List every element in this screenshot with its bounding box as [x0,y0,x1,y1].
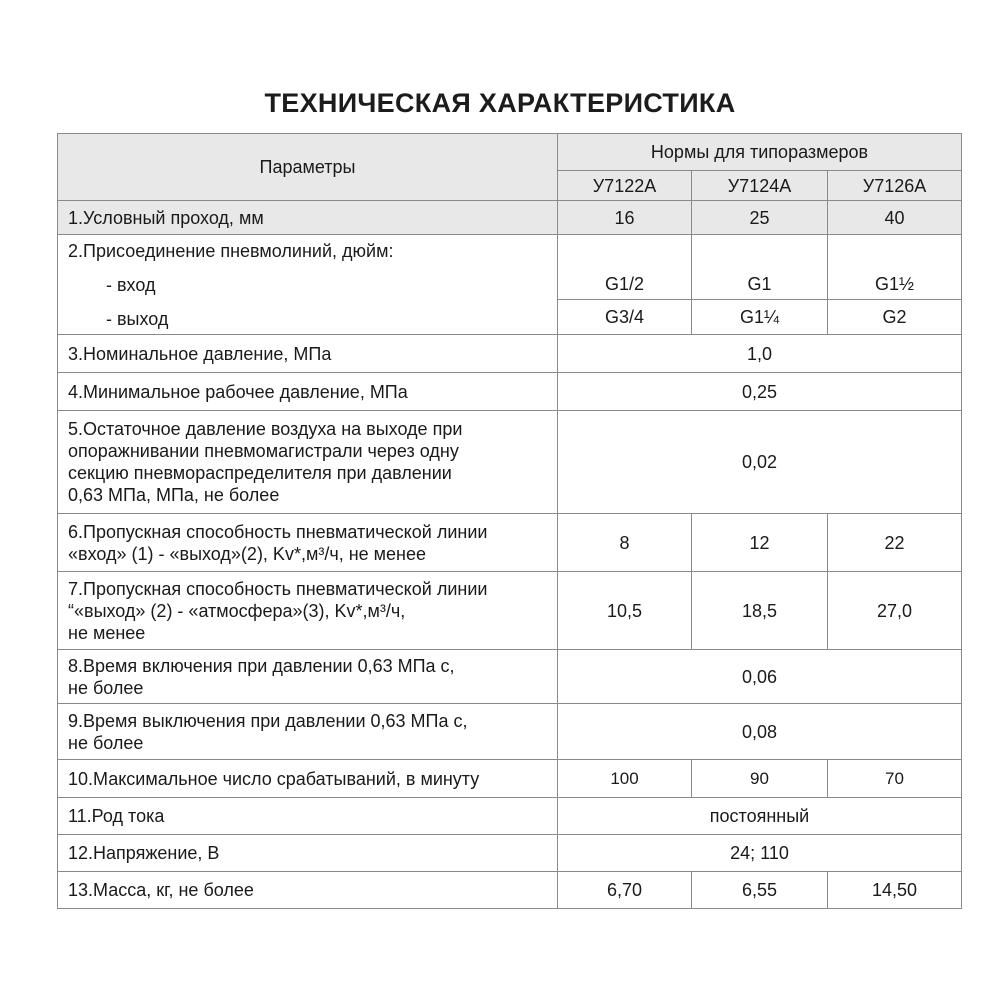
row-label-line: не более [68,732,144,753]
row-value: 6,70 [558,872,692,909]
row-value: 18,5 [692,572,828,650]
row-value: постоянный [558,798,962,835]
header-row [58,134,962,171]
row-value: 0,06 [558,650,962,704]
table-row [58,514,962,572]
row-value: 70 [828,760,962,798]
table-row [58,201,962,235]
row-label-line: не менее [68,622,146,643]
row-label-line: 7.Пропускная способность пневматической линии [68,578,488,599]
row-value: 90 [692,760,828,798]
table-row [58,835,962,872]
table-row [58,798,962,835]
row-value-in: G1½ [875,274,915,294]
row-value: 27,0 [828,572,962,650]
row-label-line: опоражнивании пневмомагистрали через одну [68,441,459,461]
row-value: 22 [828,514,962,572]
header-model: У7122А [558,171,692,201]
row-label-line: 6.Пропускная способность пневматической линии [68,521,488,542]
header-norms: Нормы для типоразмеров [558,134,962,171]
row-value: 0,25 [558,373,962,411]
header-model: У7124А [692,171,828,201]
row-label-line: 0,63 МПа, МПа, не более [68,485,280,505]
row-value: 24; 110 [558,835,962,872]
row-value: 8 [558,514,692,572]
row-label-line: не более [68,677,144,698]
row-value-out: G2 [828,299,961,334]
table-row [58,760,962,798]
header-model: У7126А [828,171,962,201]
row-label: 12.Напряжение, В [58,835,558,872]
row-value: 14,50 [828,872,962,909]
row-label-line: “«выход» (2) - «атмосфера»(3), Kv*,м³/ч, [68,600,406,621]
table-row [58,572,962,650]
row-label: 4.Минимальное рабочее давление, МПа [58,373,558,411]
row-label: 3.Номинальное давление, МПа [58,335,558,373]
header-params: Параметры [58,134,558,201]
row-label: 13.Масса, кг, не более [58,872,558,909]
row-value-in: G1/2 [604,274,645,294]
row-value: 0,08 [558,704,962,760]
table-row [58,335,962,373]
row-label: 10.Максимальное число срабатываний, в минуту [58,760,558,798]
table-row [58,704,962,760]
row-sublabel-in: - вход [106,275,156,295]
row-label-line: 9.Время выключения при давлении 0,63 МПа с, [68,710,468,731]
row-label: 11.Род тока [58,798,558,835]
row-value: 25 [692,201,828,235]
row-sublabel-out: - выход [106,309,169,329]
row-label: 1.Условный проход, мм [58,201,558,235]
row-value: 10,5 [558,572,692,650]
row-value: 12 [692,514,828,572]
row-label-line: секцию пневмораспределителя при давлении [68,463,452,483]
row-value: 100 [558,760,692,798]
table-row [58,235,962,335]
row-value-out: G3/4 [558,299,691,334]
row-value-in: G1 [747,274,772,294]
table-row [58,411,962,514]
row-label: 2.Присоединение пневмолиний, дюйм: [68,241,394,261]
row-value-out: G1¼ [692,299,827,334]
row-label-line: 8.Время включения при давлении 0,63 МПа с, [68,655,455,676]
page-title: ТЕХНИЧЕСКАЯ ХАРАКТЕРИСТИКА [264,88,736,118]
spec-table [57,133,962,909]
row-value: 40 [828,201,962,235]
table-row [58,872,962,909]
row-value: 1,0 [558,335,962,373]
table-row [58,373,962,411]
row-label-line: 5.Остаточное давление воздуха на выходе при [68,419,463,439]
table-row [58,650,962,704]
row-value: 0,02 [558,411,962,514]
row-label-line: «вход» (1) - «выход»(2), Kv*,м³/ч, не менее [68,543,426,564]
row-value: 16 [558,201,692,235]
row-value: 6,55 [692,872,828,909]
